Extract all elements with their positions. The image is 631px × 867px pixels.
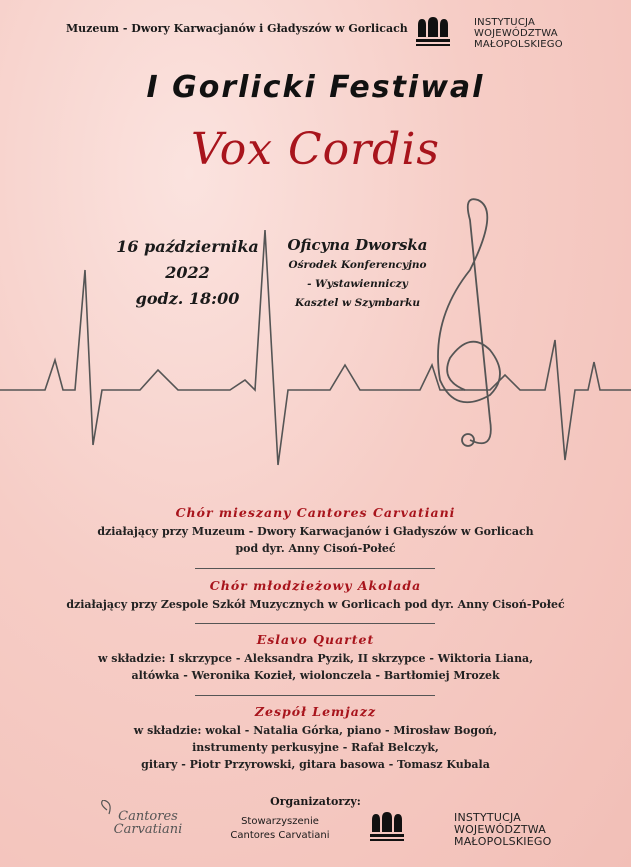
performer-block [0,505,631,557]
institution-label [474,17,563,50]
performer-desc: altówka - Weronika Kozieł, wiolonczela - Bartłomiej Mrozek [131,669,500,682]
museum-name: Muzeum - Dwory Karwacjanów i Gładyszów w Gorlicach [66,22,408,35]
performer-name: Zespół Lemjazz [254,704,377,719]
organizers-label: Organizatorzy: [270,795,361,808]
institution-line-1: INSTYTUCJA [474,17,536,28]
performer-name: Chór mieszany Cantores Carvatiani [175,505,456,520]
festival-title: I Gorlicki Festiwal [146,70,485,105]
performer-block [0,632,631,684]
cantores-logo-line-1: Cantores [118,809,178,824]
venue-line-2: - Wystawienniczy [307,278,408,290]
venue-line-3: Kasztel w Szymbarku [294,297,420,309]
divider [195,568,435,569]
performer-desc: pod dyr. Anny Cisoń-Połeć [235,542,396,555]
association-line-1: Stowarzyszenie [241,816,319,827]
treble-clef-icon [438,199,500,443]
institution-line-3: MAŁOPOLSKIEGO [454,835,552,848]
performer-name: Chór młodzieżowy Akolada [209,578,422,593]
event-time: godz. 18:00 [135,289,240,308]
museum-logo-icon [414,15,454,49]
performer-block [0,704,631,773]
event-venue [270,236,445,313]
performer-name: Eslavo Quartet [256,632,375,647]
institution-line-3: MAŁOPOLSKIEGO [474,39,563,50]
performer-desc: w składzie: wokal - Natalia Górka, piano - Mirosław Bogoń, [133,724,498,737]
venue-line-1: Ośrodek Konferencyjno [288,259,427,271]
festival-subtitle: Vox Cordis [190,124,441,175]
performer-desc: instrumenty perkusyjne - Rafał Belczyk, [192,741,439,754]
divider [195,695,435,696]
performer-block [0,578,631,613]
performer-desc: w składzie: I skrzypce - Aleksandra Pyzik, II skrzypce - Wiktoria Liana, [97,652,534,665]
date-day: 16 października [116,237,259,256]
performer-desc: działający przy Muzeum - Dwory Karwacjanów i Gładyszów w Gorlicach [97,525,534,538]
heartbeat-line-icon [0,190,631,480]
cantores-logo [95,800,195,850]
institution-line-1: INSTYTUCJA [454,811,521,824]
institution-label-footer [454,812,551,848]
date-year: 2022 [165,263,210,282]
performer-desc: gitary - Piotr Przyrowski, gitara basowa - Tomasz Kubala [141,758,490,771]
institution-line-2: WOJEWÓDZTWA [474,28,558,39]
event-date [100,234,275,312]
museum-logo-icon [368,810,408,844]
divider [195,623,435,624]
association-name [210,815,350,843]
performer-desc: działający przy Zespole Szkół Muzycznych w Gorlicach pod dyr. Anny Cisoń-Połeć [66,598,565,611]
cantores-logo-line-2: Carvatiani [113,822,183,837]
association-line-2: Cantores Carvatiani [230,830,330,841]
institution-line-2: WOJEWÓDZTWA [454,823,546,836]
venue-title: Oficyna Dworska [287,236,428,254]
